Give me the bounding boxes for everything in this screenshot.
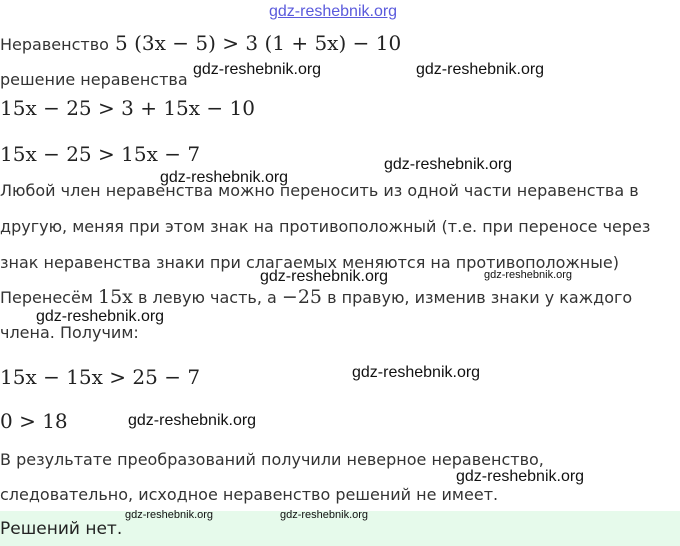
watermark: gdz-reshebnik.org <box>36 308 165 325</box>
task-label-text: Неравенство <box>0 35 109 54</box>
watermark-small: gdz-reshebnik.org <box>125 509 214 521</box>
step-1-inequality: 15x − 25 > 3 + 15x − 10 <box>0 96 255 120</box>
transfer-term-2: −25 <box>281 286 323 308</box>
conclusion-line-1: В результате преобразований получили неверное неравенство, <box>0 450 544 469</box>
transfer-line-2: члена. Получим: <box>0 323 139 342</box>
task-inequality: 5 (3x − 5) > 3 (1 + 5x) − 10 <box>115 31 402 55</box>
transfer-part-3: в правую, изменив знаки у каждого <box>327 288 633 307</box>
watermark: gdz-reshebnik.org <box>352 364 481 381</box>
watermark: gdz-reshebnik.org <box>384 156 513 173</box>
watermark: gdz-reshebnik.org <box>456 468 585 485</box>
watermark-small: gdz-reshebnik.org <box>280 509 369 521</box>
rule-line-2: другую, меняя при этом знак на противоположный (т.е. при переносе через <box>0 217 651 236</box>
step-3-inequality: 15x − 15x > 25 − 7 <box>0 365 201 389</box>
task-label <box>0 35 109 55</box>
watermark-small: gdz-reshebnik.org <box>484 269 573 281</box>
watermark: gdz-reshebnik.org <box>160 169 289 186</box>
transfer-line-1 <box>0 287 632 308</box>
watermark: gdz-reshebnik.org <box>416 61 545 78</box>
step-4-inequality: 0 > 18 <box>0 409 68 433</box>
transfer-term-1: 15x <box>97 286 133 308</box>
rule-line-3: знак неравенства знаки при слагаемых меняются на противоположные) <box>0 253 619 272</box>
solution-label: решение неравенства <box>0 70 188 89</box>
transfer-part-2: в левую часть, а <box>137 288 277 307</box>
watermark: gdz-reshebnik.org <box>260 268 389 285</box>
watermark: gdz-reshebnik.org <box>193 61 322 78</box>
conclusion-line-2: следовательно, исходное неравенство решений не имеет. <box>0 485 499 504</box>
watermark: gdz-reshebnik.org <box>128 412 257 429</box>
transfer-part-1: Перенесём <box>0 288 93 307</box>
rule-line-1: Любой член неравенства можно переносить из одной части неравенства в <box>0 181 639 200</box>
answer-text: Решений нет. <box>0 519 123 539</box>
watermark-top: gdz-reshebnik.org <box>269 3 398 20</box>
step-2-inequality: 15x − 25 > 15x − 7 <box>0 142 201 166</box>
